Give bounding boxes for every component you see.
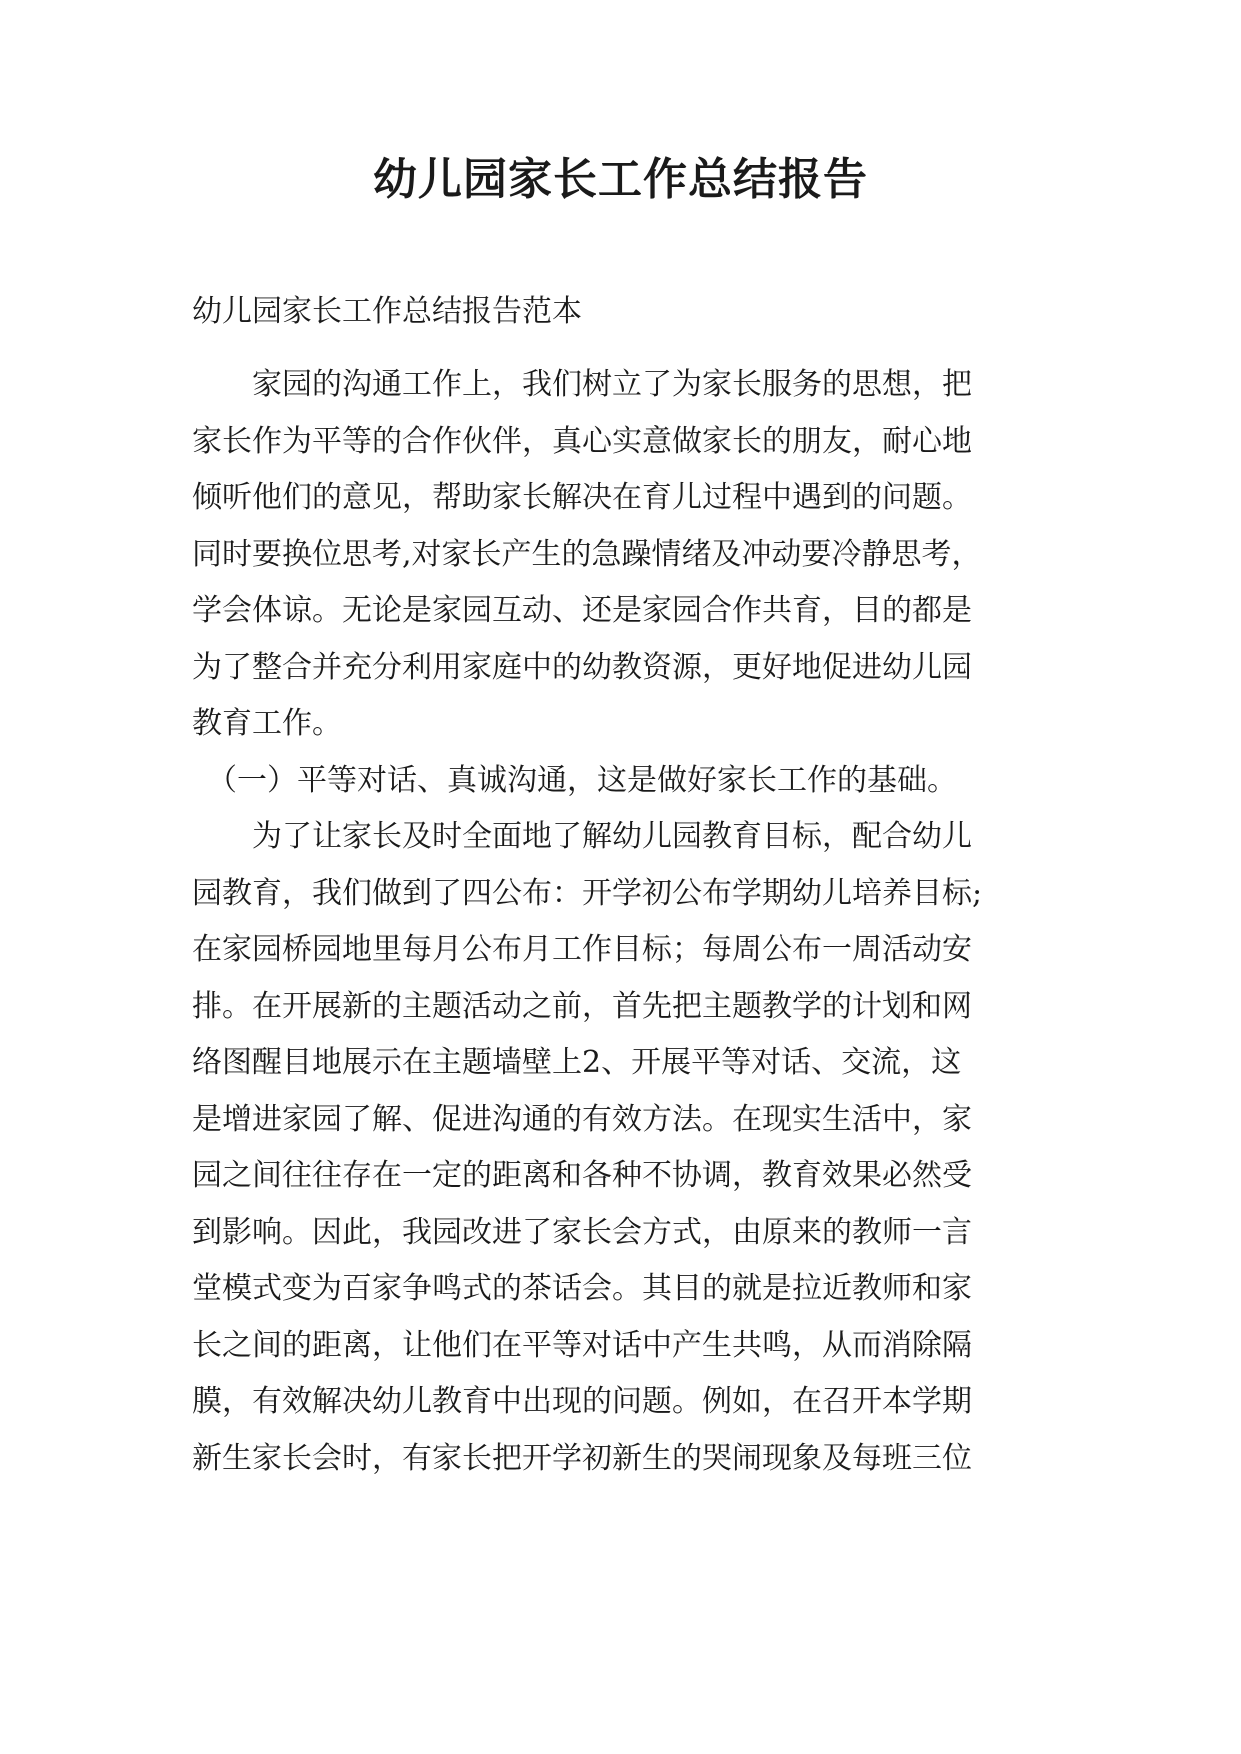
body-line: 家长作为平等的合作伙伴，真心实意做家长的朋友，耐心地 (192, 423, 972, 459)
body-line: 为了让家长及时全面地了解幼儿园教育目标，配合幼儿 (192, 819, 972, 854)
document-title: 幼儿园家长工作总结报告 (373, 154, 868, 205)
body-line: 膜，有效解决幼儿教育中出现的问题。例如，在召开本学期 (192, 1384, 972, 1419)
body-line: 排。在开展新的主题活动之前，首先把主题教学的计划和网 (192, 988, 972, 1024)
document-body (192, 357, 1072, 1487)
body-line: 同时要换位思考,对家长产生的急躁情绪及冲动要冷静思考， (192, 536, 982, 572)
body-line: 在家园桥园地里每月公布月工作目标；每周公布一周活动安 (192, 932, 972, 967)
body-line: 新生家长会时，有家长把开学初新生的哭闹现象及每班三位 (192, 1440, 972, 1476)
document-subtitle: 幼儿园家长工作总结报告范本 (192, 294, 582, 329)
body-line: 园之间往往存在一定的距离和各种不协调，教育效果必然受 (192, 1158, 972, 1193)
body-line: 是增进家园了解、促进沟通的有效方法。在现实生活中，家 (192, 1101, 972, 1137)
body-line: 学会体谅。无论是家园互动、还是家园合作共育，目的都是 (192, 593, 972, 628)
body-line: 络图醒目地展示在主题墙壁上2、开展平等对话、交流，这 (192, 1045, 962, 1080)
section-heading: （一）平等对话、真诚沟通，这是做好家长工作的基础。 (192, 762, 957, 798)
body-line: 为了整合并充分利用家庭中的幼教资源，更好地促进幼儿园 (192, 649, 972, 685)
body-line: 到影响。因此，我园改进了家长会方式，由原来的教师一言 (192, 1214, 972, 1250)
body-line: 家园的沟通工作上，我们树立了为家长服务的思想，把 (192, 367, 972, 402)
body-line: 园教育，我们做到了四公布：开学初公布学期幼儿培养目标; (192, 875, 983, 911)
body-line: 倾听他们的意见，帮助家长解决在育儿过程中遇到的问题。 (192, 480, 972, 515)
body-line: 长之间的距离，让他们在平等对话中产生共鸣，从而消除隔 (192, 1327, 972, 1363)
body-line: 教育工作。 (192, 706, 342, 741)
body-line: 堂模式变为百家争鸣式的茶话会。其目的就是拉近教师和家 (192, 1271, 972, 1306)
